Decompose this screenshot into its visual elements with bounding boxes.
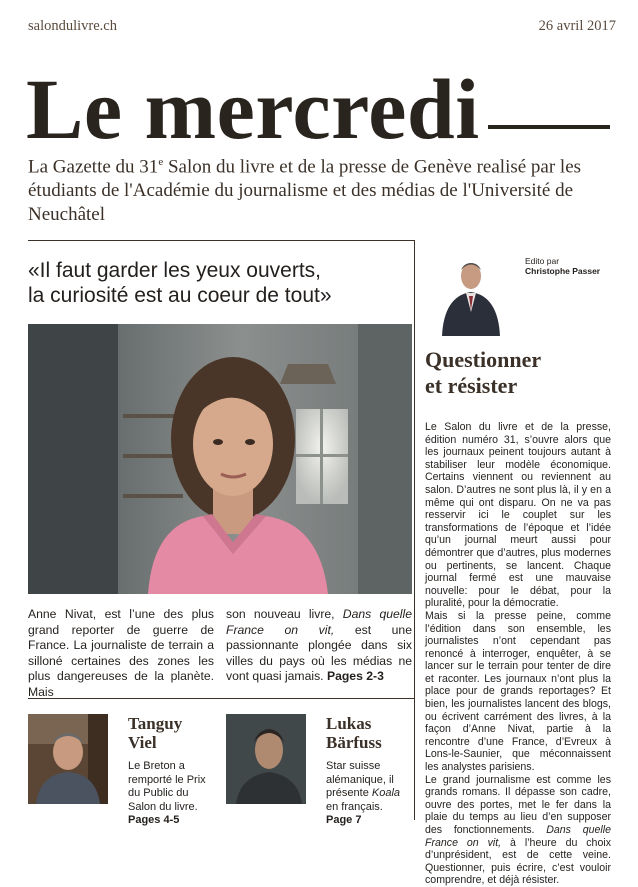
site-url[interactable]: salondulivre.ch — [28, 18, 117, 34]
edito-p3-text-b: à l’heure du choix d’unprésident, est de cette veine. Questionner, puis écrire, c’est vouloir comprendre, et déjà résister. — [425, 836, 611, 887]
caption-col2-text-a: son nouveau livre, — [226, 607, 343, 621]
feature-text-viel — [128, 760, 214, 828]
barfuss-page-link[interactable]: Page 7 — [326, 814, 362, 826]
edito-byline — [525, 256, 600, 276]
barfuss-summary-b: en français. — [326, 800, 383, 813]
portrait-image — [28, 324, 412, 594]
masthead-title: Le mercredi — [26, 61, 480, 157]
edito-label: Edito par — [525, 256, 560, 266]
viel-last-name: Viel — [128, 733, 157, 752]
issue-date: 26 avril 2017 — [538, 18, 616, 34]
lead-photo — [28, 324, 412, 594]
caption-col2-text-b: est une passionnante plongée dans six villes du pays où les médias ne vont quasi jamais. — [226, 622, 412, 684]
subtitle-superscript: e — [158, 156, 164, 168]
viel-pages-link[interactable]: Pages 4-5 — [128, 814, 180, 826]
viel-summary: Le Breton a remporté le Prix du Public du Salon du livre. — [128, 760, 206, 813]
edito-author-photo — [438, 256, 504, 336]
barfuss-portrait-image — [226, 714, 306, 804]
edito-paragraph-3 — [425, 774, 611, 887]
edito-paragraph-1: Le Salon du livre et de la presse, édition numéro 31, s’ouvre alors que les journaux peinent toujours autant à stabiliser leur modèle économique. Certains viennent ou reviennent au salon. D’autres ne sont plus là, il y en a même qui ont disparu. On ne va pas resservir ici le couplet sur les transformations de l’époque et l’idée qu’un journal meurt aussi pour démontrer que d’autres, plus modernes ou pertinents, se lancent. Chaque journal fermé est une mauvaise nouvelle: pour le débat, pour la pluralité, pour la démocratie. — [425, 421, 611, 610]
lead-caption-col1: Anne Nivat, est l’une des plus grand reporter de guerre de France. La journaliste de terrain a silloné certaines des zones les plus dangereuses de la planète. Mais — [28, 607, 214, 699]
caption-book-title: Dans quelle France on vit, — [226, 607, 412, 637]
divider-top-left — [28, 240, 414, 241]
barfuss-book-title: Koala — [371, 787, 401, 799]
edito-article — [425, 421, 611, 887]
masthead-rule — [488, 125, 610, 129]
author-portrait-image — [438, 256, 504, 336]
feature-name-viel — [128, 714, 182, 752]
lead-quote-line1: «Il faut garder les yeux ouverts, — [28, 259, 321, 282]
lead-quote — [28, 258, 408, 308]
edito-p3-book-title: Dans quelle France on vit, — [425, 824, 611, 849]
viel-first-name: Tanguy — [128, 714, 183, 733]
edito-paragraph-2: Mais si la presse peine, comme l’édition dans son ensemble, les journalistes n’ont cependant pas renoncé à interroger, enquêter, à se lancer sur le terrain pour tenter de dire et raconter. Les journaux n’ont plus la place pour de grands reportages? Et bien, les journalistes lancent des blogs, ou écrivent carrément des livres, à la façon d’Anne Nivat, partie à la rencontre d’une France, d’Evreux à Lons-le-Saunier, que méconnaissent les analystes parisiens. — [425, 609, 611, 774]
barfuss-last-name: Bärfuss — [326, 733, 382, 752]
column-divider — [414, 240, 415, 820]
barfuss-summary-a: Star suisse alémanique, il présente — [326, 760, 394, 799]
lead-caption-col2 — [226, 607, 412, 685]
lead-quote-line2: la curiosité est au coeur de tout» — [28, 284, 332, 307]
edito-p3-text-a: Le grand journalisme est comme les grands romans. Il dépasse son cadre, ouvre des portes, met le fer dans la plaie du temps au lieu d’en supposer des fonctionnements. — [425, 773, 611, 836]
edito-title — [425, 347, 615, 399]
feature-name-barfuss — [326, 714, 382, 752]
caption-pages-link[interactable]: Pages 2-3 — [326, 669, 384, 684]
edito-title-line1: Questionner — [425, 347, 542, 372]
subtitle-part2: Salon du livre et de la presse de Genève realisé par les étudiants de l'Académie du journalisme et des médias de l'Université de Neuchâtel — [28, 156, 582, 226]
top-bar — [28, 18, 616, 38]
edito-title-line2: et résister — [425, 373, 518, 398]
feature-photo-viel — [28, 714, 108, 804]
edito-author: Christophe Passer — [525, 266, 601, 276]
feature-photo-barfuss — [226, 714, 306, 804]
masthead-subtitle — [28, 150, 618, 227]
viel-portrait-image — [28, 714, 108, 804]
feature-text-barfuss — [326, 760, 410, 828]
subtitle-part1: La Gazette du 31 — [28, 156, 159, 178]
barfuss-first-name: Lukas — [326, 714, 372, 733]
